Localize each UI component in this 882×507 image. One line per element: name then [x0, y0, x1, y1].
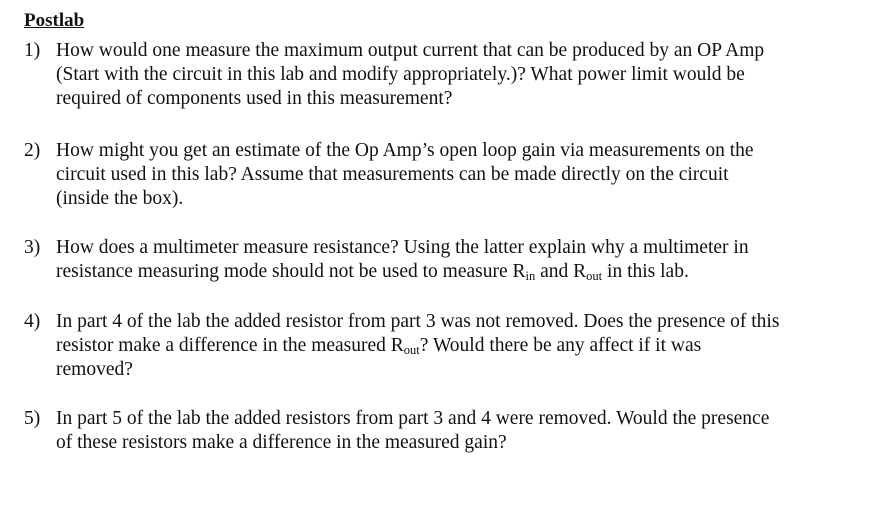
question-line: (Start with the circuit in this lab and modify appropriately.)? What power limit would be: [56, 64, 745, 85]
subscript-in: in: [525, 269, 536, 283]
text-segment: in this lab.: [602, 261, 689, 282]
question-line: circuit used in this lab? Assume that measurements can be made directly on the circuit: [56, 164, 729, 185]
question-line: of these resistors make a difference in the measured gain?: [56, 432, 507, 453]
question-4: [24, 310, 864, 382]
question-number: 3): [24, 237, 41, 258]
question-number: 1): [24, 40, 41, 61]
question-number: 5): [24, 408, 41, 429]
text-segment: resistance measuring mode should not be used to measure R: [56, 261, 526, 282]
question-line: How might you get an estimate of the Op Amp’s open loop gain via measurements on the: [56, 140, 754, 161]
text-segment: resistor make a difference in the measured R: [56, 335, 404, 356]
text-segment: and R: [535, 261, 587, 282]
question-line: [56, 334, 864, 358]
question-2: [24, 139, 864, 211]
question-3: [24, 236, 864, 284]
question-5: [24, 407, 864, 455]
question-number: 2): [24, 140, 41, 161]
subscript-out: out: [586, 269, 603, 283]
question-line: required of components used in this measurement?: [56, 88, 453, 109]
subscript-out: out: [403, 343, 420, 357]
question-line: In part 5 of the lab the added resistors from part 3 and 4 were removed. Would the presence: [56, 408, 770, 429]
question-line: How does a multimeter measure resistance? Using the latter explain why a multimeter in: [56, 237, 749, 258]
question-line: In part 4 of the lab the added resistor from part 3 was not removed. Does the presence of this: [56, 311, 780, 332]
question-1: [24, 39, 864, 111]
question-line: (inside the box).: [56, 188, 184, 209]
question-number: 4): [24, 311, 41, 332]
question-line: removed?: [56, 359, 133, 380]
page-title: Postlab: [24, 10, 85, 31]
text-segment: ? Would there be any affect if it was: [419, 335, 702, 356]
question-line: [56, 260, 864, 284]
question-line: How would one measure the maximum output current that can be produced by an OP Amp: [56, 40, 765, 61]
